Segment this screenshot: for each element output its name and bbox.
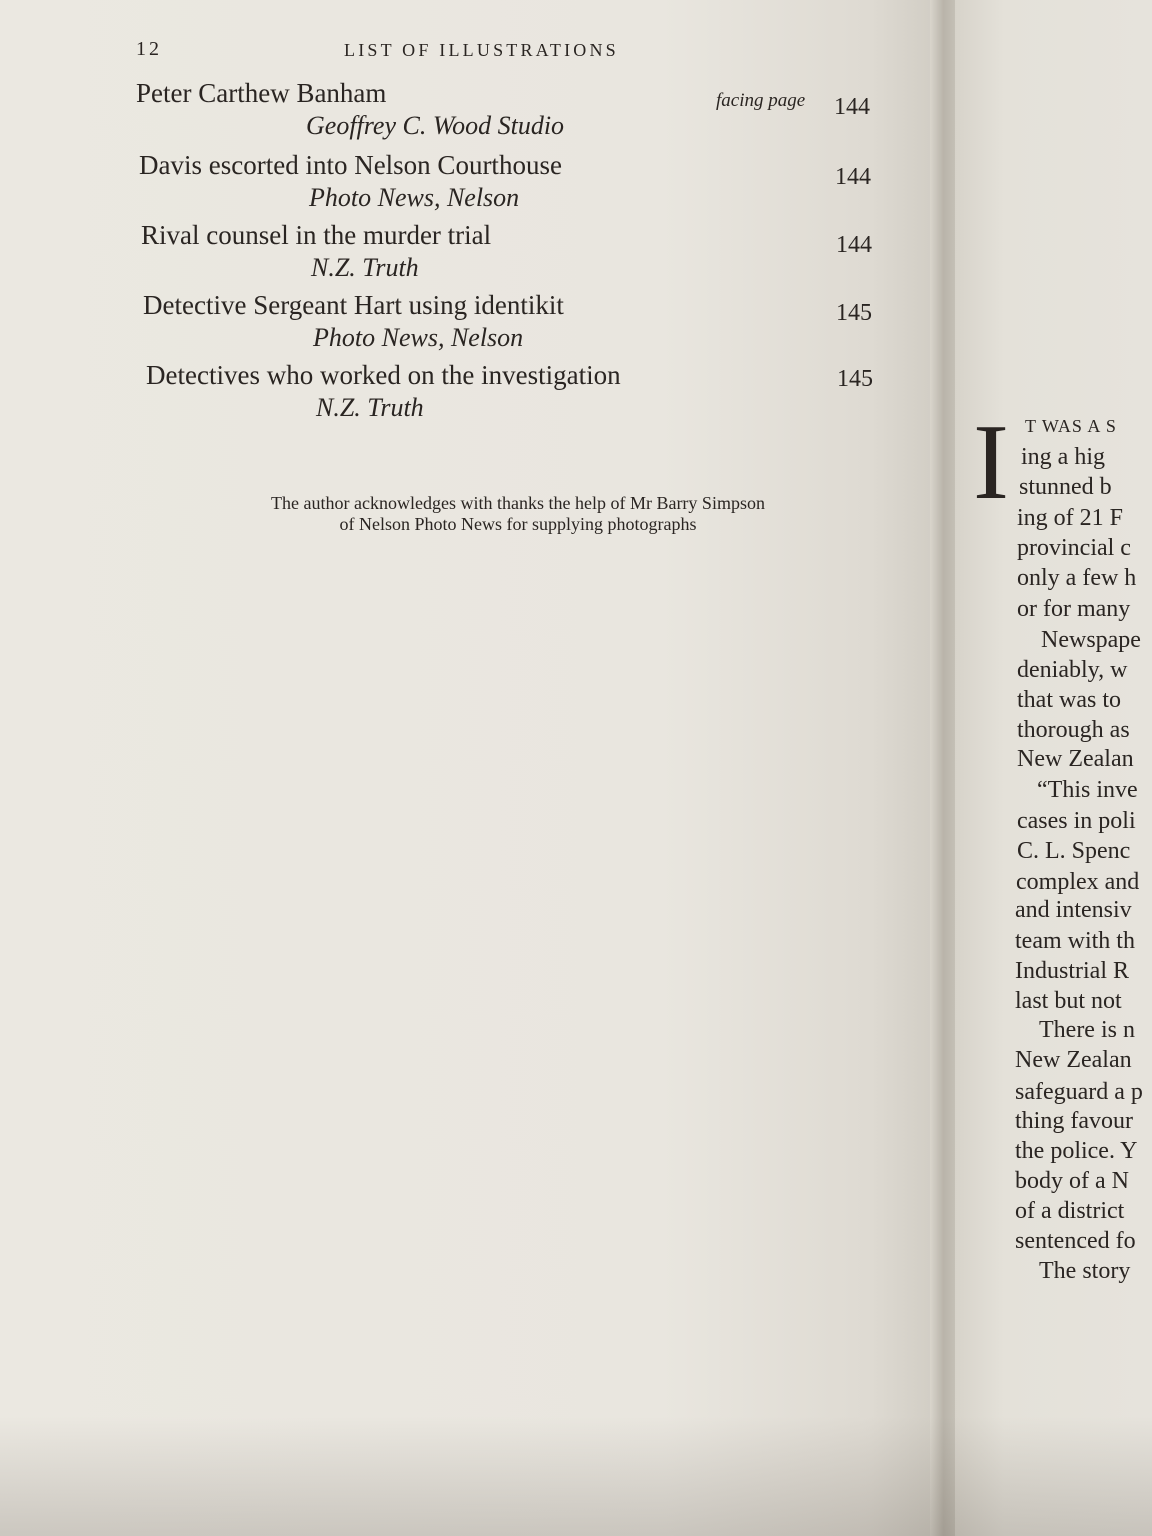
right-page <box>955 0 1152 1536</box>
entry-credit: Photo News, Nelson <box>313 323 524 352</box>
text-line: of a district <box>1015 1198 1125 1224</box>
text-line: thing favour <box>1015 1108 1133 1134</box>
text-line: New Zealan <box>1017 746 1134 772</box>
acknowledgement-line: of Nelson Photo News for supplying photographs <box>339 514 697 534</box>
text-line: “This inve <box>1037 777 1138 803</box>
text-line: The story <box>1039 1258 1131 1284</box>
entry-title: Rival counsel in the murder trial <box>141 220 492 250</box>
text-line: Industrial R <box>1015 958 1129 984</box>
acknowledgement-line: The author acknowledges with thanks the help of Mr Barry Simpson <box>271 493 765 513</box>
text-line: cases in poli <box>1017 808 1136 834</box>
illustration-entry <box>146 360 873 423</box>
text-line: ing a hig <box>1021 444 1105 470</box>
text-line: team with th <box>1015 928 1135 954</box>
entry-title: Detective Sergeant Hart using identikit <box>143 290 564 320</box>
entry-page: 145 <box>837 366 873 392</box>
text-line: the police. Y <box>1015 1138 1138 1164</box>
entry-title: Davis escorted into Nelson Courthouse <box>139 150 562 180</box>
entry-credit: Photo News, Nelson <box>309 183 520 212</box>
text-line: stunned b <box>1019 474 1112 500</box>
entry-title: Peter Carthew Banham <box>136 78 387 108</box>
text-line: only a few h <box>1017 565 1137 591</box>
text-line: ing of 21 F <box>1017 505 1124 531</box>
illustration-entry <box>143 290 872 353</box>
entry-page: 144 <box>834 94 870 120</box>
illustration-entry <box>136 78 870 141</box>
entry-credit: N.Z. Truth <box>311 253 419 282</box>
entry-title: Detectives who worked on the investigation <box>146 360 621 390</box>
text-line: safeguard a p <box>1015 1079 1143 1105</box>
facing-page-label: facing page <box>716 90 806 111</box>
text-line: and intensiv <box>1015 897 1132 923</box>
text-line: complex and <box>1016 869 1140 895</box>
text-line: that was to <box>1017 687 1121 713</box>
illustration-entry <box>139 150 871 213</box>
text-line: T WAS A S <box>1025 416 1117 436</box>
text-line: body of a N <box>1015 1168 1129 1194</box>
text-line: thorough as <box>1017 717 1130 743</box>
entry-page: 144 <box>836 232 872 258</box>
text-line: provincial c <box>1017 535 1131 561</box>
entry-page: 144 <box>835 164 871 190</box>
running-head-title: LIST OF ILLUSTRATIONS <box>344 40 619 60</box>
entry-credit: N.Z. Truth <box>316 393 424 422</box>
entry-page: 145 <box>836 300 872 326</box>
page-number: 12 <box>136 38 162 60</box>
text-line: or for many <box>1017 596 1131 622</box>
text-line: There is n <box>1039 1017 1135 1043</box>
acknowledgement <box>206 493 830 535</box>
text-line: C. L. Spenc <box>1017 838 1131 864</box>
drop-cap: I <box>973 403 1009 522</box>
entry-credit: Geoffrey C. Wood Studio <box>306 111 565 140</box>
text-line: deniably, w <box>1017 657 1128 683</box>
text-line: last but not <box>1015 988 1122 1014</box>
illustration-entry <box>141 220 872 283</box>
text-line: Newspape <box>1041 627 1141 653</box>
text-line: sentenced fo <box>1015 1228 1136 1254</box>
bottom-shadow <box>0 1416 1152 1536</box>
text-line: New Zealan <box>1015 1047 1132 1073</box>
